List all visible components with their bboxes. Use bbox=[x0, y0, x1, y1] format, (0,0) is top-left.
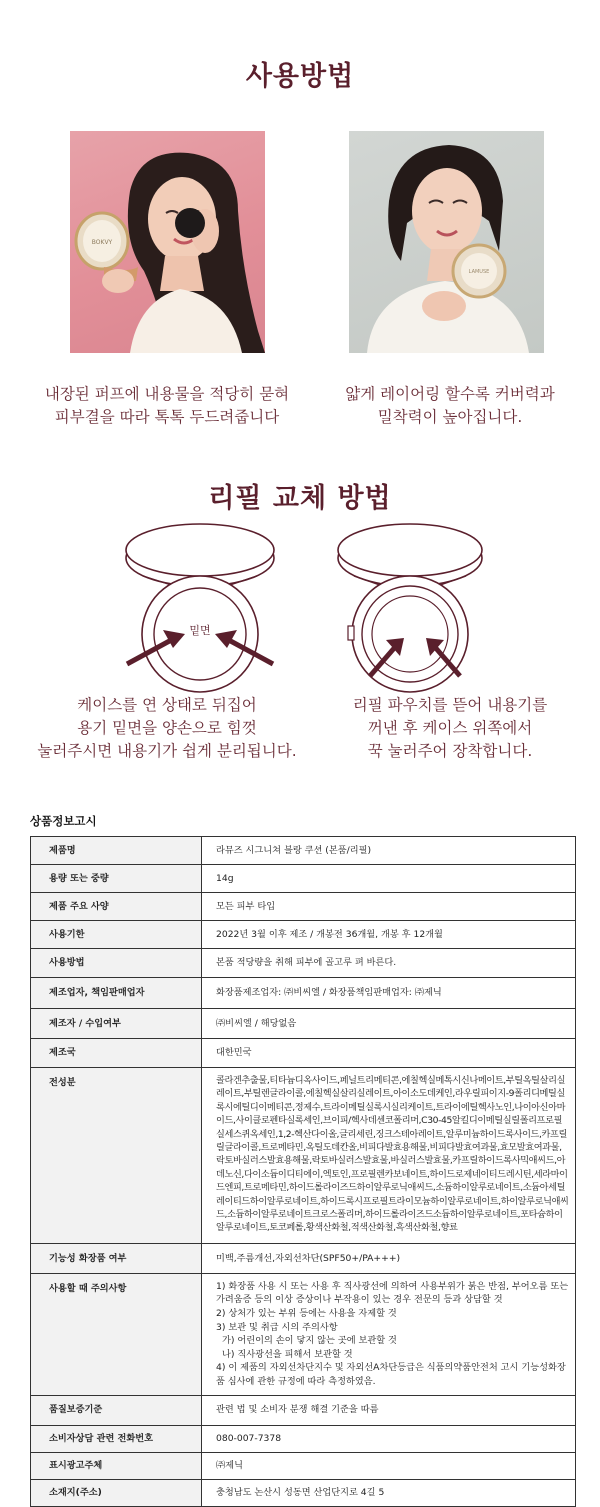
caution-line: 나) 직사광선을 피해서 보관할 것 bbox=[222, 1348, 353, 1360]
row-label: 제조자 / 수입여부 bbox=[31, 1009, 202, 1039]
row-label: 제품 주요 사양 bbox=[31, 893, 202, 921]
caption-line: 꺼낸 후 케이스 위쪽에서 bbox=[367, 719, 533, 737]
table-row-ingredients bbox=[31, 1068, 576, 1244]
row-label: 소재지(주소) bbox=[31, 1479, 202, 1506]
row-label: 제조업자, 책임판매업자 bbox=[31, 978, 202, 1009]
row-label: 용량 또는 중량 bbox=[31, 865, 202, 893]
model-illustration-right bbox=[349, 131, 544, 353]
row-label: 표시광고주체 bbox=[31, 1452, 202, 1479]
table-row bbox=[31, 949, 576, 978]
row-value: 본품 적당량을 취해 피부에 골고루 펴 바른다. bbox=[202, 949, 576, 978]
refill-diagram-insert bbox=[330, 516, 520, 684]
caution-line: 3) 보관 및 취급 시의 주의사항 bbox=[216, 1321, 338, 1333]
caption-line: 피부결을 따라 톡톡 두드려줍니다 bbox=[54, 408, 280, 426]
caption-line: 얇게 레이어링 할수록 커버력과 bbox=[345, 385, 555, 403]
table-row bbox=[31, 865, 576, 893]
row-value: 관련 법 및 소비자 분쟁 해결 기준을 따름 bbox=[202, 1395, 576, 1425]
bottom-label: 밑면 bbox=[189, 624, 211, 637]
table-row bbox=[31, 1243, 576, 1273]
caption-line: 눌러주시면 내용기가 쉽게 분리됩니다. bbox=[37, 742, 297, 760]
row-value: 080-007-7378 bbox=[202, 1425, 576, 1452]
table-row bbox=[31, 1039, 576, 1068]
row-label: 품질보증기준 bbox=[31, 1395, 202, 1425]
refill-step-1-caption bbox=[27, 694, 307, 763]
model-photo-holding-compact bbox=[349, 131, 544, 353]
row-value bbox=[202, 1273, 576, 1395]
row-label: 제품명 bbox=[31, 837, 202, 865]
row-value: 미백,주름개선,자외선차단(SPF50+/PA+++) bbox=[202, 1243, 576, 1273]
table-row bbox=[31, 1009, 576, 1039]
model-photo-applying-puff bbox=[70, 131, 265, 353]
model-illustration-left bbox=[70, 131, 265, 353]
row-label: 기능성 화장품 여부 bbox=[31, 1243, 202, 1273]
row-value: 라뮤즈 시그니쳐 블랑 쿠션 (본품/리필) bbox=[202, 837, 576, 865]
usage-step-1-caption bbox=[27, 383, 307, 429]
table-row bbox=[31, 1395, 576, 1425]
row-label: 제조국 bbox=[31, 1039, 202, 1068]
row-value: ㈜제닉 bbox=[202, 1452, 576, 1479]
caption-line: 꾹 눌러주어 장착합니다. bbox=[367, 742, 533, 760]
caption-line: 밀착력이 높아집니다. bbox=[377, 408, 523, 426]
table-row bbox=[31, 978, 576, 1009]
row-label: 전성분 bbox=[31, 1068, 202, 1244]
usage-section-title: 사용방법 bbox=[245, 61, 355, 92]
caption-line: 내장된 퍼프에 내용물을 적당히 묻혀 bbox=[44, 385, 290, 403]
caution-line: 가) 어린이의 손이 닿지 않는 곳에 보관할 것 bbox=[222, 1335, 397, 1347]
table-row bbox=[31, 1425, 576, 1452]
row-label: 사용할 때 주의사항 bbox=[31, 1273, 202, 1395]
table-row bbox=[31, 837, 576, 865]
caption-line: 리필 파우치를 뜯어 내용기를 bbox=[352, 696, 548, 714]
table-row-caution bbox=[31, 1273, 576, 1395]
row-label: 사용방법 bbox=[31, 949, 202, 978]
table-row bbox=[31, 1479, 576, 1506]
caution-line: 2) 상처가 있는 부위 등에는 사용을 자제할 것 bbox=[216, 1308, 397, 1320]
row-value: 14g bbox=[202, 865, 576, 893]
row-value: 화장품제조업자: ㈜비씨엘 / 화장품책임판매업자: ㈜제닉 bbox=[202, 978, 576, 1009]
row-value: 충청남도 논산시 성동면 산업단지로 4길 5 bbox=[202, 1479, 576, 1506]
row-value: 대한민국 bbox=[202, 1039, 576, 1068]
svg-text:LAMUSE: LAMUSE bbox=[468, 269, 490, 275]
table-row bbox=[31, 893, 576, 921]
table-row bbox=[31, 1452, 576, 1479]
row-label: 사용기한 bbox=[31, 921, 202, 949]
compact-brand-text: BOKVY bbox=[91, 239, 113, 246]
usage-step-2-caption bbox=[310, 383, 590, 429]
caution-line: 4) 이 제품의 자외선차단지수 및 자외선A차단등급은 식품의약품안전처 고시 기능성화장품 심사에 관한 규정에 따라 측정하였음. bbox=[216, 1362, 566, 1388]
table-row bbox=[31, 921, 576, 949]
refill-section-title: 리필 교체 방법 bbox=[208, 483, 392, 514]
caution-line: 1) 화장품 사용 시 또는 사용 후 직사광선에 의하여 사용부위가 붉은 반점, 부어오름 또는 가려움증 등의 이상 증상이나 부작용이 있는 경우 전문의 등과 상담할 것 bbox=[216, 1280, 569, 1306]
cushion-compact-right bbox=[453, 245, 505, 297]
product-info-table bbox=[30, 836, 576, 1507]
row-label: 소비자상담 관련 전화번호 bbox=[31, 1425, 202, 1452]
product-info-title: 상품정보고시 bbox=[30, 814, 97, 828]
row-value: ㈜비씨엘 / 해당없음 bbox=[202, 1009, 576, 1039]
row-value: 콜라겐추출물,티타늄디옥사이드,페닐트리메티콘,에칠헥실메톡시신나메이트,부틸옥틸살리실레이트,부틸렌글라이콜,에칠헥실살리실레이트,아이소도데케인,라우릴피이지-9폴리디메틸실록시에틸디이메티콘,정제수,트라이메틸실록시실리케이트,트라이에틸헥사노인,나이아신아마이드,사이클로펜타실록세인,브이피/헥사데센코폴리머,C30-45알킬디이메틸실릴폴리프로필실세스퀴옥세인,1,2-헥산다이올,글리세린,징크스테아레이트,알루미늄하이드록사이드,카프릴릴글라이콜,트로메타민,옥틸도데칸올,비피다발효용해물,비피다발효여과물,효모발효여과물,락토바실러스발효용해물,락토바실러스발효물,바실러스발효물,카프릴하이드록사믹애씨드,아데노신,다이소듐이디티에이,엑토인,프로필렌카보네이트,하이드로제네이티드레시틴,세라마이드엔피,트로메타민,하이드롤라이즈드하이알루로닉애씨드,소듐하이알루로네이트,소듐아세틸레이티드하이알루로네이트,하이드록시프로필트라이모늄하이알루로네이트,하이알루로닉애씨드,소듐하이알루로네이트크로스폴리머,하이드롤라이즈드소듐하이알루로네이트,포타슘하이알루로네이트,토코페롤,황색산화철,적색산화철,흑색산화철,향료 bbox=[202, 1068, 576, 1244]
refill-step-2-caption bbox=[310, 694, 590, 763]
row-value: 모든 피부 타입 bbox=[202, 893, 576, 921]
refill-diagram-remove bbox=[115, 516, 305, 684]
row-value: 2022년 3월 이후 제조 / 개봉전 36개월, 개봉 후 12개월 bbox=[202, 921, 576, 949]
caption-line: 용기 밑면을 양손으로 힘껏 bbox=[77, 719, 257, 737]
caption-line: 케이스를 연 상태로 뒤집어 bbox=[77, 696, 257, 714]
